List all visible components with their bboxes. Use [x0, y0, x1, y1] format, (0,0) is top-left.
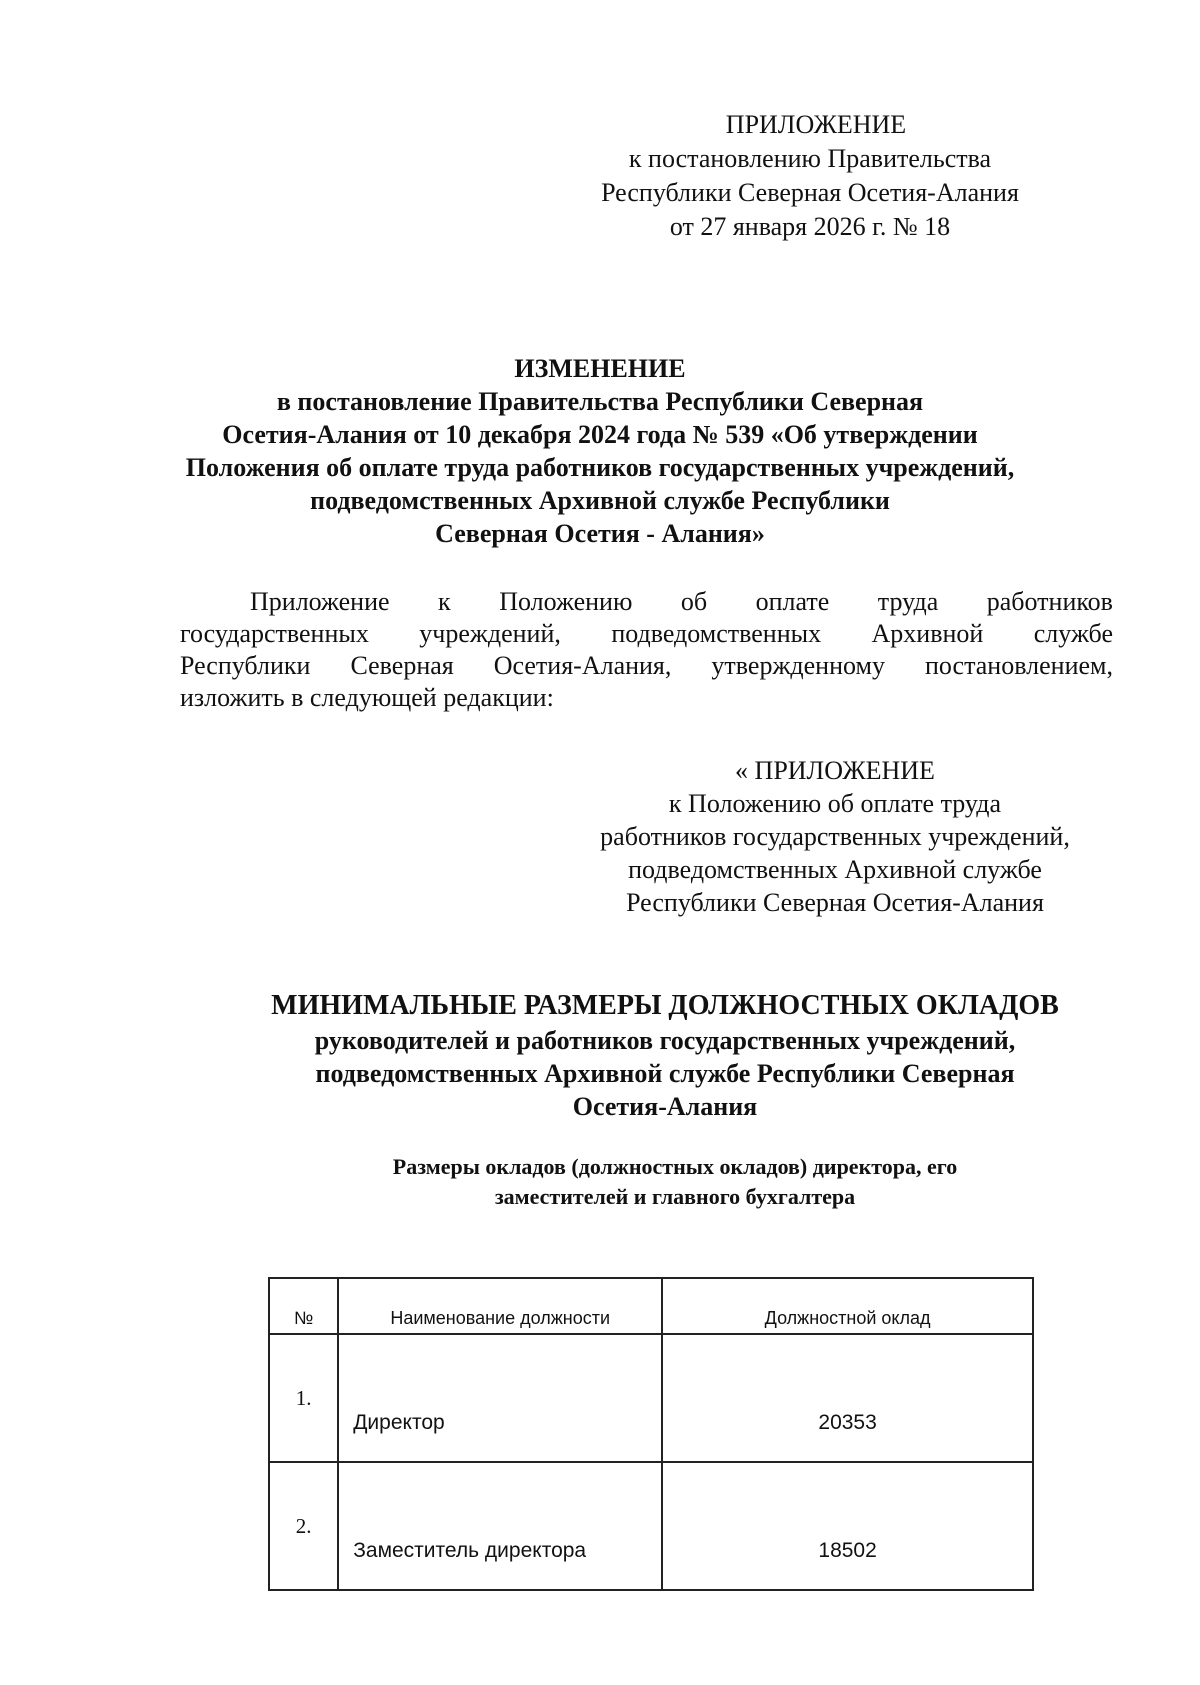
word: подведомственных [611, 619, 822, 648]
change-title-line: Положения об оплате труда работников государственных учреждений, [185, 453, 1015, 482]
row-salary: 20353 [662, 1334, 1033, 1462]
row-number: 1. [269, 1334, 338, 1462]
word: Положению [499, 587, 633, 616]
salary-table [268, 1277, 1034, 1591]
header-number: № [269, 1278, 338, 1334]
word: к [438, 587, 451, 616]
word: оплате [755, 587, 830, 616]
header-position: Наименование должности [338, 1278, 662, 1334]
body-paragraph [180, 586, 1113, 714]
word: службе [1033, 619, 1113, 648]
word: утвержденному [711, 651, 885, 680]
change-title-line: подведомственных Архивной службе Республики [310, 486, 890, 515]
salary-sizes-line: заместителей и главного бухгалтера [494, 1184, 856, 1209]
quoted-appendix-title: « ПРИЛОЖЕНИЕ [735, 756, 935, 785]
word: учреждений, [419, 619, 561, 648]
min-salaries-subtitle-line: руководителей и работников государственных учреждений, [314, 1026, 1016, 1055]
change-title-line: Северная Осетия - Алания» [435, 519, 765, 548]
row-number: 2. [269, 1462, 338, 1590]
word: государственных [180, 619, 369, 648]
quoted-appendix-line: к Положению об оплате труда [668, 789, 1002, 818]
word: постановлением, [924, 651, 1113, 680]
header-salary: Должностной оклад [662, 1278, 1033, 1334]
min-salaries-subtitle-line: Осетия-Алания [572, 1092, 758, 1121]
change-heading: ИЗМЕНЕНИЕ [514, 354, 686, 383]
word: Архивной [871, 619, 984, 648]
word: Приложение [250, 587, 390, 616]
table-header-row [269, 1278, 1033, 1334]
quoted-appendix-line: работников государственных учреждений, [600, 822, 1070, 851]
appendix-line: Республики Северная Осетия-Алания [601, 178, 1019, 207]
min-salaries-title [240, 988, 1090, 1123]
quoted-appendix-header [570, 754, 1100, 919]
row-position: Заместитель директора [338, 1462, 662, 1590]
word: об [680, 587, 708, 616]
row-salary: 18502 [662, 1462, 1033, 1590]
word: труда [877, 587, 939, 616]
paragraph-line [180, 618, 1113, 650]
table-row [269, 1462, 1033, 1590]
word: Осетия-Алания, [493, 651, 672, 680]
word: Республики [180, 651, 311, 680]
appendix-header [560, 108, 1060, 244]
min-salaries-subtitle-line: подведомственных Архивной службе Республики Северная [315, 1059, 1015, 1088]
appendix-title: ПРИЛОЖЕНИЕ [725, 110, 907, 139]
quoted-appendix-line: подведомственных Архивной службе [628, 855, 1042, 884]
salary-sizes-title [350, 1152, 1000, 1212]
word: Северная [350, 651, 454, 680]
change-title-line: Осетия-Алания от 10 декабря 2024 года № 539 «Об утверждении [222, 420, 978, 449]
appendix-line: к постановлению Правительства [628, 144, 992, 173]
word: работников [986, 587, 1113, 616]
change-title-line: в постановление Правительства Республики Северная [276, 387, 924, 416]
change-title [150, 352, 1050, 550]
quoted-appendix-line: Республики Северная Осетия-Алания [626, 888, 1044, 917]
min-salaries-heading: МИНИМАЛЬНЫЕ РАЗМЕРЫ ДОЛЖНОСТНЫХ ОКЛАДОВ [271, 990, 1059, 1021]
paragraph-line [180, 586, 1113, 618]
row-position: Директор [338, 1334, 662, 1462]
table-row [269, 1334, 1033, 1462]
salary-sizes-line: Размеры окладов (должностных окладов) директора, его [392, 1154, 958, 1179]
paragraph-line: изложить в следующей редакции: [180, 683, 554, 712]
appendix-date-line: от 27 января 2026 г. № 18 [669, 212, 951, 241]
paragraph-line [180, 650, 1113, 682]
